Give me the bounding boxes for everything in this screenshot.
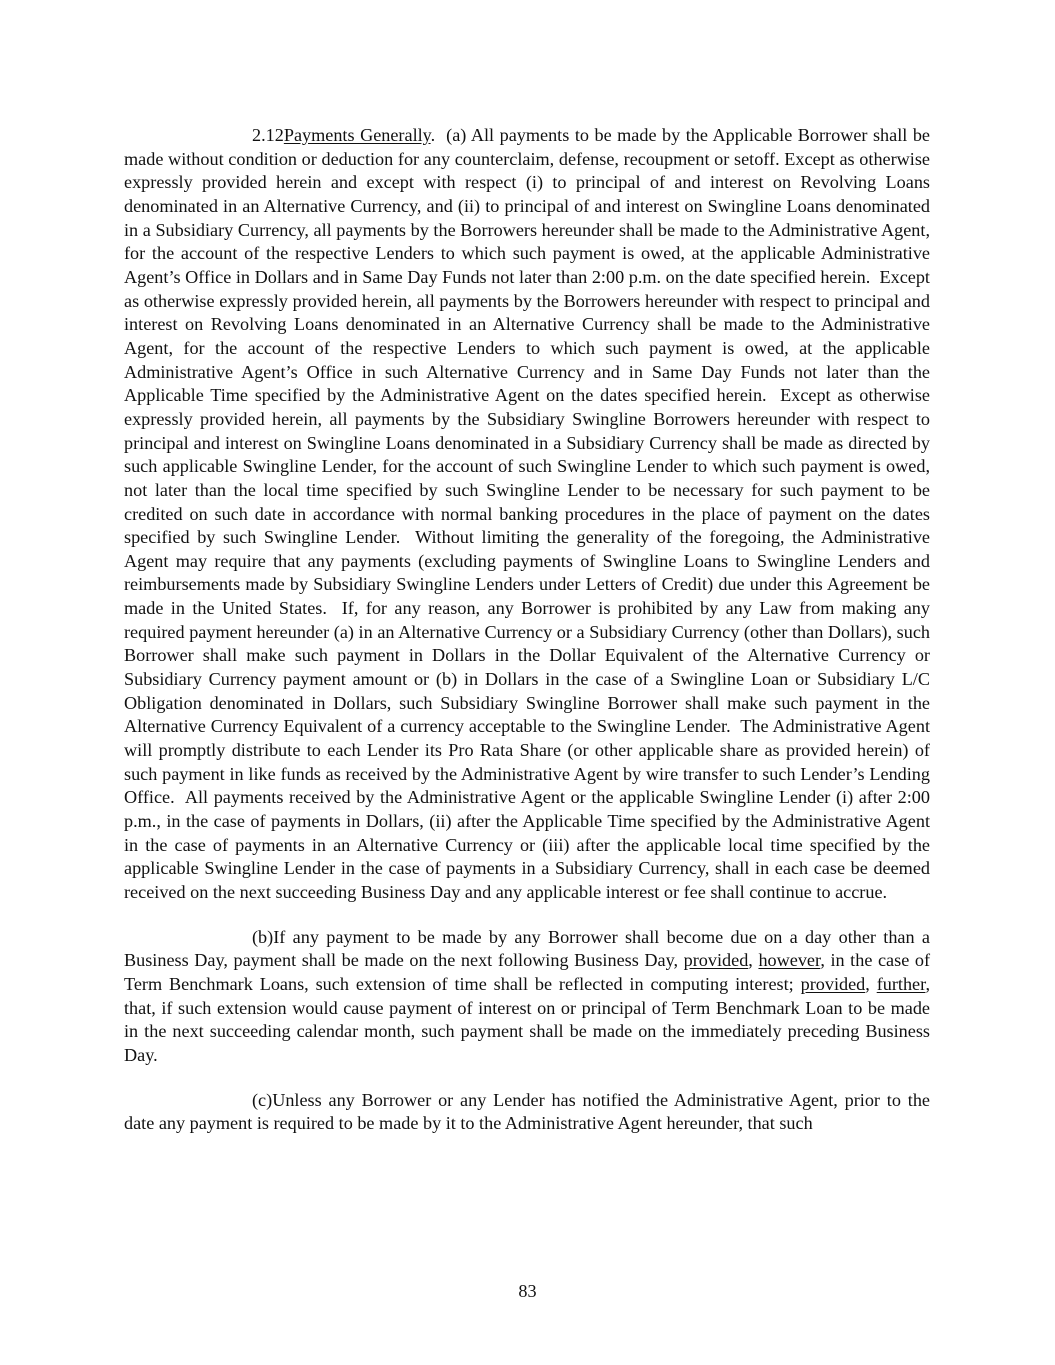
paragraph-b-text-1: If any payment to be made by any Borrower shall become due on a day other than a Business Day, payment shall be made on the next following Business Day, [124,926,930,971]
paragraph-b-text-2: , in the case of Term Benchmark Loans, such extension of time shall be reflected in computing interest; [124,950,931,994]
paragraph-c [124,1089,930,1136]
provided-term-2: provided [800,973,866,994]
paragraph-b-text-3: , that, if such extension would cause payment of interest on or principal of Term Benchmark Loan to be made in the next succeeding calendar month, such payment shall be made on the immediately preceding Business Day. [124,973,931,1065]
page-number: 83 [518,1281,537,1301]
paragraph-b-comma-1: , [748,950,759,971]
provided-term-1: provided [683,950,749,971]
paragraph-c-text: Unless any Borrower or any Lender has notified the Administrative Agent, prior to the date any payment is required to be made by it to the Administrative Agent hereunder, that such [124,1089,930,1134]
however-term: however [758,950,821,971]
paragraph-c-label: (c) [252,1089,273,1110]
section-heading: Payments Generally [283,125,431,145]
paragraph-b [124,926,930,1068]
section-number: 2.12 [252,125,284,145]
paragraph-b-comma-2: , [865,973,877,994]
paragraph-a-text: (a) All payments to be made by the Applicable Borrower shall be made without condition or deduction for any counterclaim, defense, recoupment or setoff. Except as otherwise expressly provided herein and except with respect (i) to principal of and interest on Revolving Loans denominated in an Alternative Currency, and (ii) to principal of and interest on Swingline Loans denominated in a Subsidiary Currency, all payments by the Borrowers hereunder shall be made to the Administrative Agent, for the account of the respective Lenders to which such payment is owed, at the applicable Administrative Agent’s Office in Dollars and in Same Day Funds not later than 2:00 p.m. on the date specified herein. Except as otherwise expressly provided herein, all payments by the Borrowers hereunder with respect to principal and interest on Revolving Loans denominated in an Alternative Currency shall be made to the Administrative Agent, for the account of the respective Lenders to which such payment is owed, at the applicable Administrative Agent’s Office in such Alternative Currency and in Same Day Funds not later than the Applicable Time specified by the Administrative Agent on the dates specified herein. Except as otherwise expressly provided herein, all payments by the Subsidiary Swingline Borrowers hereunder with respect to principal and interest on Swingline Loans denominated in a Subsidiary Currency shall be made as directed by such applicable Swingline Lender, for the account of such Swingline Lender to which such payment is owed, not later than the local time specified by such Swingline Lender to be necessary for such payment to be credited on such date in accordance with normal banking procedures in the place of payment on the dates specified by such Swingline Lender. Without limiting the generality of the foregoing, the Administrative Agent may require that any payments (excluding payments of Swingline Loans to Swingline Lenders and reimbursements made by Subsidiary Swingline Lenders under Letters of Credit) due under this Agreement be made in the United States. If, for any reason, any Borrower is prohibited by any Law from making any required payment hereunder (a) in an Alternative Currency or a Subsidiary Currency (other than Dollars), such Borrower shall make such payment in Dollars in the Dollar Equivalent of the Alternative Currency or Subsidiary Currency payment amount or (b) in Dollars in the case of a Swingline Loan or Subsidiary L/C Obligation denominated in Dollars, such Subsidiary Swingline Borrower shall make such payment in the Alternative Currency Equivalent of a currency acceptable to the Swingline Lender. The Administrative Agent will promptly distribute to each Lender its Pro Rata Share (or other applicable share as provided herein) of such payment in like funds as received by the Administrative Agent by wire transfer to such Lender’s Lending Office. All payments received by the Administrative Agent or the applicable Swingline Lender (i) after 2:00 p.m., in the case of payments in Dollars, (ii) after the Applicable Time specified by the Administrative Agent in the case of payments in an Alternative Currency or (iii) after the applicable local time specified by the applicable Swingline Lender in the case of payments in a Subsidiary Currency, shall in each case be deemed received on the next succeeding Business Day and any applicable interest or fee shall continue to accrue. [124,125,935,902]
heading-period: . [430,125,436,145]
paragraph-b-label: (b) [252,926,274,947]
document-page [124,124,935,1136]
paragraph-2-12-a [124,124,935,905]
further-term: further [876,973,926,994]
